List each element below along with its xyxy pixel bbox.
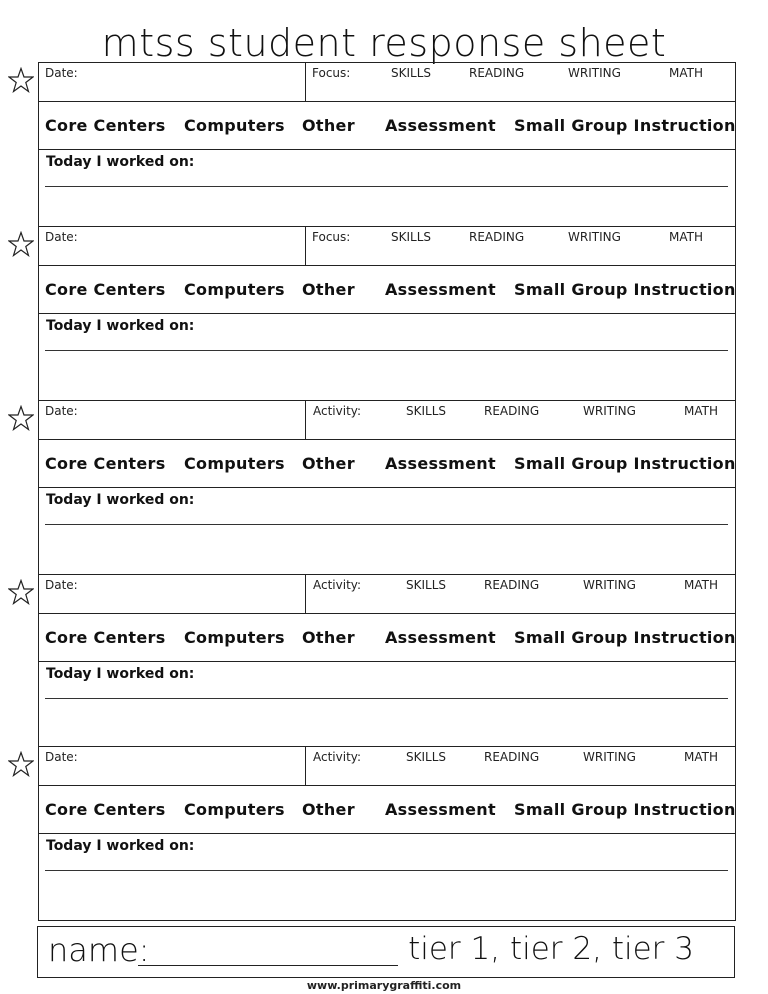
option-small-group-instruction[interactable]: Small Group Instruction	[514, 800, 736, 819]
date-field[interactable]	[39, 747, 306, 785]
focus-option-writing[interactable]: WRITING	[583, 578, 636, 592]
sections-bottom-border	[38, 920, 736, 921]
option-assessment[interactable]: Assessment	[385, 454, 496, 473]
worked-on-line[interactable]	[45, 524, 728, 525]
focus-option-writing[interactable]: WRITING	[568, 66, 621, 80]
option-computers[interactable]: Computers	[184, 280, 285, 299]
activity-label: Activity:	[313, 750, 362, 764]
focus-option-math[interactable]: MATH	[669, 66, 703, 80]
date-label: Date:	[45, 230, 78, 244]
worked-on-line[interactable]	[45, 870, 728, 871]
focus-option-skills[interactable]: SKILLS	[406, 750, 447, 764]
focus-option-math[interactable]: MATH	[684, 750, 718, 764]
option-core-centers[interactable]: Core Centers	[45, 454, 166, 473]
option-core-centers[interactable]: Core Centers	[45, 116, 166, 135]
option-computers[interactable]: Computers	[184, 454, 285, 473]
response-section	[38, 400, 736, 574]
date-field[interactable]	[39, 575, 306, 613]
option-small-group-instruction[interactable]: Small Group Instruction	[514, 280, 736, 299]
star-icon	[8, 67, 34, 93]
option-computers[interactable]: Computers	[184, 116, 285, 135]
option-small-group-instruction[interactable]: Small Group Instruction	[514, 454, 736, 473]
option-assessment[interactable]: Assessment	[385, 280, 496, 299]
date-field[interactable]	[39, 227, 306, 265]
worked-on-label: Today I worked on:	[46, 492, 195, 508]
worked-on-line[interactable]	[45, 350, 728, 351]
focus-option-writing[interactable]: WRITING	[568, 230, 621, 244]
focus-option-math[interactable]: MATH	[684, 578, 718, 592]
response-section	[38, 62, 736, 226]
focus-label: Focus:	[312, 230, 351, 244]
response-section	[38, 226, 736, 400]
date-label: Date:	[45, 66, 78, 80]
option-assessment[interactable]: Assessment	[385, 628, 496, 647]
option-small-group-instruction[interactable]: Small Group Instruction	[514, 116, 736, 135]
option-core-centers[interactable]: Core Centers	[45, 800, 166, 819]
focus-option-reading[interactable]: READING	[469, 66, 525, 80]
worked-on-line[interactable]	[45, 186, 728, 187]
name-line[interactable]	[138, 965, 398, 966]
focus-option-writing[interactable]: WRITING	[583, 404, 636, 418]
worked-on-label: Today I worked on:	[46, 318, 195, 334]
response-section	[38, 574, 736, 746]
option-small-group-instruction[interactable]: Small Group Instruction	[514, 628, 736, 647]
focus-option-reading[interactable]: READING	[484, 404, 540, 418]
option-assessment[interactable]: Assessment	[385, 800, 496, 819]
date-label: Date:	[45, 404, 78, 418]
focus-option-skills[interactable]: SKILLS	[406, 404, 447, 418]
worked-on-label: Today I worked on:	[46, 838, 195, 854]
option-assessment[interactable]: Assessment	[385, 116, 496, 135]
option-computers[interactable]: Computers	[184, 628, 285, 647]
focus-option-skills[interactable]: SKILLS	[406, 578, 447, 592]
tier-options[interactable]: tier 1, tier 2, tier 3	[408, 931, 694, 967]
focus-option-writing[interactable]: WRITING	[583, 750, 636, 764]
focus-option-reading[interactable]: READING	[484, 578, 540, 592]
worked-on-label: Today I worked on:	[46, 666, 195, 682]
focus-option-math[interactable]: MATH	[669, 230, 703, 244]
date-label: Date:	[45, 750, 78, 764]
option-other[interactable]: Other	[302, 628, 355, 647]
response-section	[38, 746, 736, 920]
star-icon	[8, 751, 34, 777]
star-icon	[8, 405, 34, 431]
focus-option-reading[interactable]: READING	[469, 230, 525, 244]
option-computers[interactable]: Computers	[184, 800, 285, 819]
worked-on-line[interactable]	[45, 698, 728, 699]
name-label: name:	[48, 931, 150, 969]
date-field[interactable]	[39, 63, 306, 101]
focus-option-math[interactable]: MATH	[684, 404, 718, 418]
worked-on-label: Today I worked on:	[46, 154, 195, 170]
option-core-centers[interactable]: Core Centers	[45, 280, 166, 299]
focus-option-skills[interactable]: SKILLS	[391, 66, 432, 80]
option-other[interactable]: Other	[302, 280, 355, 299]
date-field[interactable]	[39, 401, 306, 439]
website-url: www.primarygraffiti.com	[306, 979, 462, 992]
focus-option-reading[interactable]: READING	[484, 750, 540, 764]
page-title: mtss student response sheet	[101, 21, 667, 65]
focus-label: Focus:	[312, 66, 351, 80]
date-label: Date:	[45, 578, 78, 592]
option-core-centers[interactable]: Core Centers	[45, 628, 166, 647]
option-other[interactable]: Other	[302, 800, 355, 819]
star-icon	[8, 579, 34, 605]
focus-option-skills[interactable]: SKILLS	[391, 230, 432, 244]
option-other[interactable]: Other	[302, 116, 355, 135]
activity-label: Activity:	[313, 578, 362, 592]
star-icon	[8, 231, 34, 257]
name-tier-box	[37, 926, 735, 978]
option-other[interactable]: Other	[302, 454, 355, 473]
activity-label: Activity:	[313, 404, 362, 418]
